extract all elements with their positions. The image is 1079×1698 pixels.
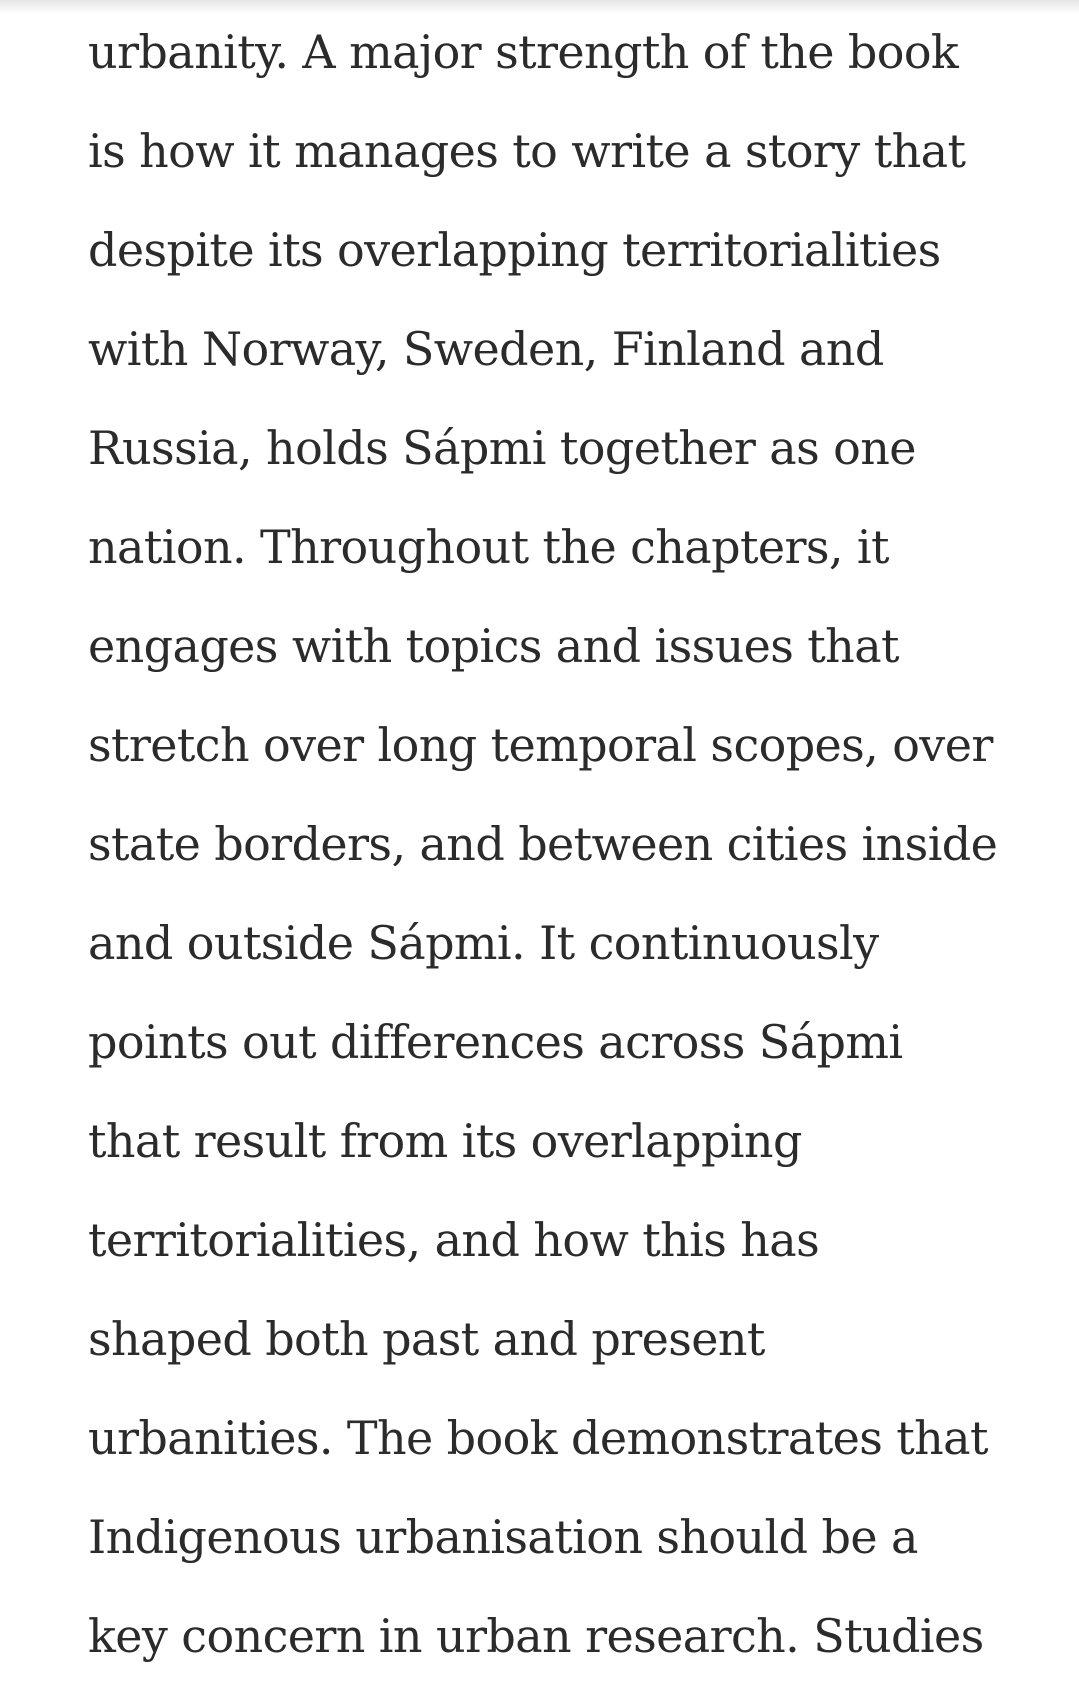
article-line: with Norway, Sweden, Finland and [88, 322, 884, 376]
article-body [88, 0, 1048, 1686]
article-line: that result from its overlapping [88, 1114, 802, 1168]
article-line: key concern in urban research. Studies [88, 1609, 984, 1663]
article-line: points out differences across Sápmi [88, 1015, 903, 1069]
article-line: and outside Sápmi. It continuously [88, 916, 879, 970]
article-line: urbanities. The book demonstrates that [88, 1411, 988, 1465]
article-line: despite its overlapping territorialities [88, 223, 941, 277]
article-line: shaped both past and present [88, 1312, 765, 1366]
article-line: territorialities, and how this has [88, 1213, 820, 1267]
article-line: is how it manages to write a story that [88, 124, 966, 178]
article-line: engages with topics and issues that [88, 619, 899, 673]
article-line: stretch over long temporal scopes, over [88, 718, 993, 772]
article-line: nation. Throughout the chapters, it [88, 520, 889, 574]
article-line: state borders, and between cities inside [88, 817, 998, 871]
article-line: Indigenous urbanisation should be a [88, 1510, 918, 1564]
article-line: Russia, holds Sápmi together as one [88, 421, 916, 475]
article-line: urbanity. A major strength of the book [88, 25, 959, 79]
